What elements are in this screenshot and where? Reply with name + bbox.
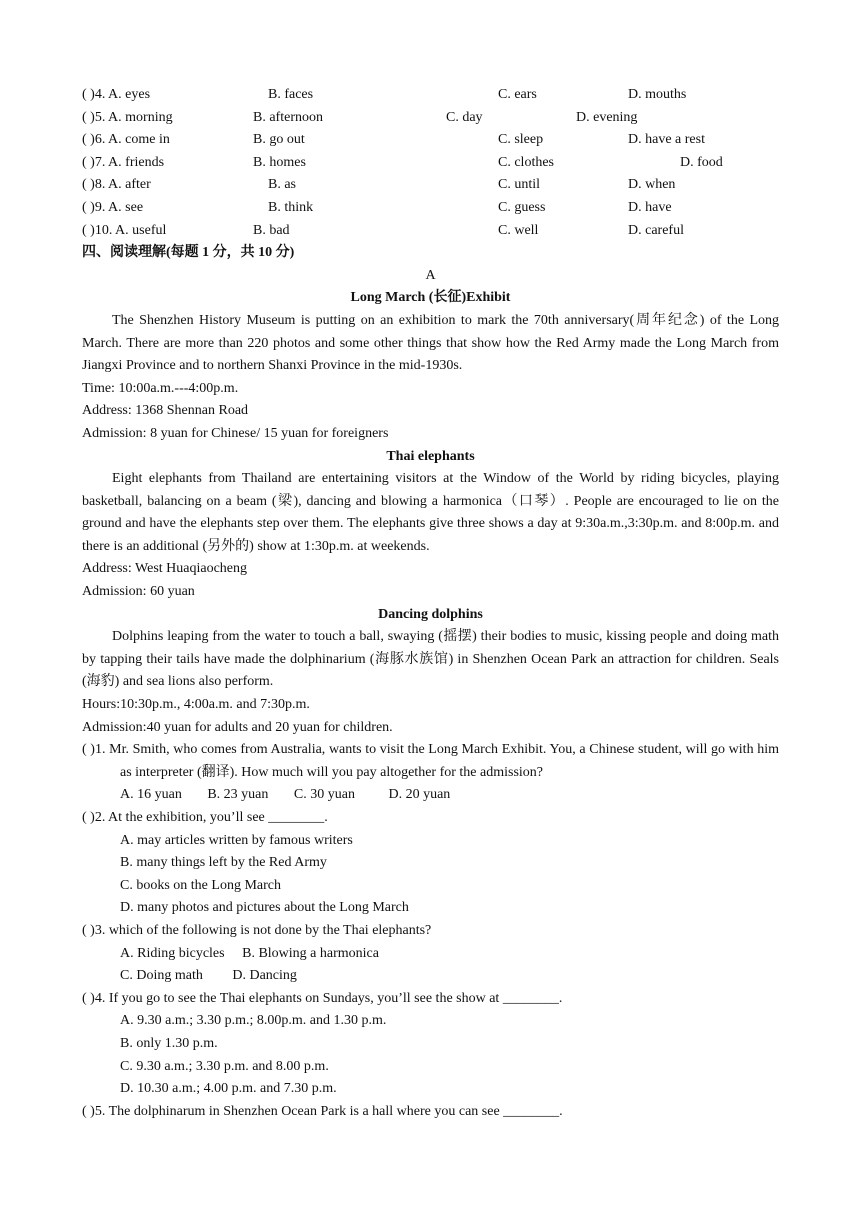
cloze-option-d: D. have [628,199,672,215]
ad-body-dancing-dolphins: Dolphins leaping from the water to touch a ball, swaying (摇摆) their bodies to music, kissing people and doing math by tapping their tails have made the dolphinarium (海豚水族馆) in Shenzhen Ocean Park an attraction for children. Seals (海豹) and sea lions also perform. [82,629,779,690]
question-1: ( )1. Mr. Smith, who comes from Australia, wants to visit the Long March Exhibit. You, a Chinese student, will go with him as interpreter (翻译). How much will you pay altogether for the admission? [82,742,779,780]
option: A. may articles written by famous writers [120,832,353,848]
ad-title-thai-elephants: Thai elephants [386,448,475,464]
cloze-row-8 [82,174,779,197]
cloze-option-b: B. as [268,177,296,193]
cloze-option-c: C. guess [498,199,546,215]
ad-title-dancing-dolphins: Dancing dolphins [378,606,483,622]
ad-admission: Admission: 8 yuan for Chinese/ 15 yuan for foreigners [82,425,389,441]
cloze-option-c: C. until [498,177,541,193]
cloze-option-d: D. when [628,177,676,193]
cloze-option-b: B. go out [253,132,305,148]
question-1-options [82,784,779,807]
cloze-option-d: D. have a rest [628,132,705,148]
passage-letter: A [425,267,436,283]
question-5: ( )5. The dolphinarum in Shenzhen Ocean Park is a hall where you can see ________. [82,1103,563,1119]
option: C. 30 yuan [293,787,355,803]
section-heading: 四、阅读理解(每题 1 分，共 10 分) [82,245,295,261]
option: C. 9.30 a.m.; 3.30 p.m. and 8.00 p.m. [120,1058,329,1074]
option: C. books on the Long March [120,877,281,893]
cloze-num: ( )10. A. useful [82,222,167,238]
cloze-option-b: B. think [268,199,314,215]
ad-title-long-march: Long March (长征)Exhibit [350,290,511,306]
cloze-option-d: D. food [680,154,723,170]
option: B. Blowing a harmonica [242,945,379,961]
cloze-row-10 [82,220,779,243]
question-3-options-row [82,943,779,966]
cloze-option-b: B. homes [253,154,306,170]
option: B. only 1.30 p.m. [120,1035,218,1051]
option: C. Doing math [120,968,203,984]
cloze-option-b: B. faces [268,87,314,102]
option: A. 16 yuan [120,787,182,803]
cloze-option-b: B. afternoon [253,109,323,125]
ad-body-thai-elephants: Eight elephants from Thailand are entertaining visitors at the Window of the World by riding bicycles, playing basketball, balancing on a beam (梁), dancing and blowing a harmonica（口琴）. People are encouraged to lie on the ground and have the elephants step over them. The elephants give three shows a day at 9:30a.m.,3:30p.m. and 8:00p.m. and there is an additional (另外的) show at 1:30p.m. at weekends. [82,471,779,554]
cloze-num: ( )5. A. morning [82,109,173,125]
question-3: ( )3. which of the following is not done by the Thai elephants? [82,922,432,938]
option: A. Riding bicycles [120,945,225,961]
option: B. 23 yuan [207,787,269,803]
cloze-option-b: B. bad [253,222,290,238]
ad-address: Address: West Huaqiaocheng [82,561,248,577]
option: A. 9.30 a.m.; 3.30 p.m.; 8.00p.m. and 1.30 p.m. [120,1013,387,1029]
ad-hours: Hours:10:30p.m., 4:00a.m. and 7:30p.m. [82,697,310,713]
ad-admission: Admission:40 yuan for adults and 20 yuan for children. [82,719,393,735]
cloze-option-c: C. well [498,222,539,238]
option: B. many things left by the Red Army [120,855,327,871]
worksheet-page [82,84,779,1123]
cloze-num: ( )7. A. friends [82,154,165,170]
option: D. 20 yuan [388,787,451,803]
cloze-option-d: D. mouths [628,87,687,102]
cloze-option-d: D. careful [628,222,684,238]
cloze-num: ( )4. A. eyes [82,87,151,102]
cloze-option-c: C. day [446,109,483,125]
option: D. many photos and pictures about the Long March [120,900,409,916]
question-4: ( )4. If you go to see the Thai elephants on Sundays, you’ll see the show at ________. [82,990,563,1006]
cloze-option-c: C. ears [498,87,537,102]
cloze-row-7 [82,152,779,175]
cloze-row-5 [82,107,779,130]
ad-address: Address: 1368 Shennan Road [82,403,249,419]
cloze-option-c: C. sleep [498,132,544,148]
cloze-num: ( )8. A. after [82,177,151,193]
cloze-num: ( )6. A. come in [82,132,170,148]
cloze-option-d: D. evening [576,109,638,125]
cloze-option-c: C. clothes [498,154,554,170]
cloze-row-4 [82,84,779,107]
ad-body-long-march: The Shenzhen History Museum is putting on an exhibition to mark the 70th anniversary(周年纪念) of the Long March. There are more than 220 photos and some other things that show how the Red Army made the Long March from Jiangxi Province and to northern Shanxi Province in the mid-1930s. [82,312,779,374]
question-2: ( )2. At the exhibition, you’ll see ________. [82,810,328,825]
option: D. Dancing [232,968,297,984]
option: D. 10.30 a.m.; 4.00 p.m. and 7.30 p.m. [120,1081,337,1097]
cloze-row-9 [82,197,779,220]
cloze-row-6 [82,129,779,152]
ad-time: Time: 10:00a.m.---4:00p.m. [82,380,239,396]
question-3-options-row [82,965,779,988]
cloze-num: ( )9. A. see [82,199,144,215]
ad-admission: Admission: 60 yuan [82,584,195,600]
